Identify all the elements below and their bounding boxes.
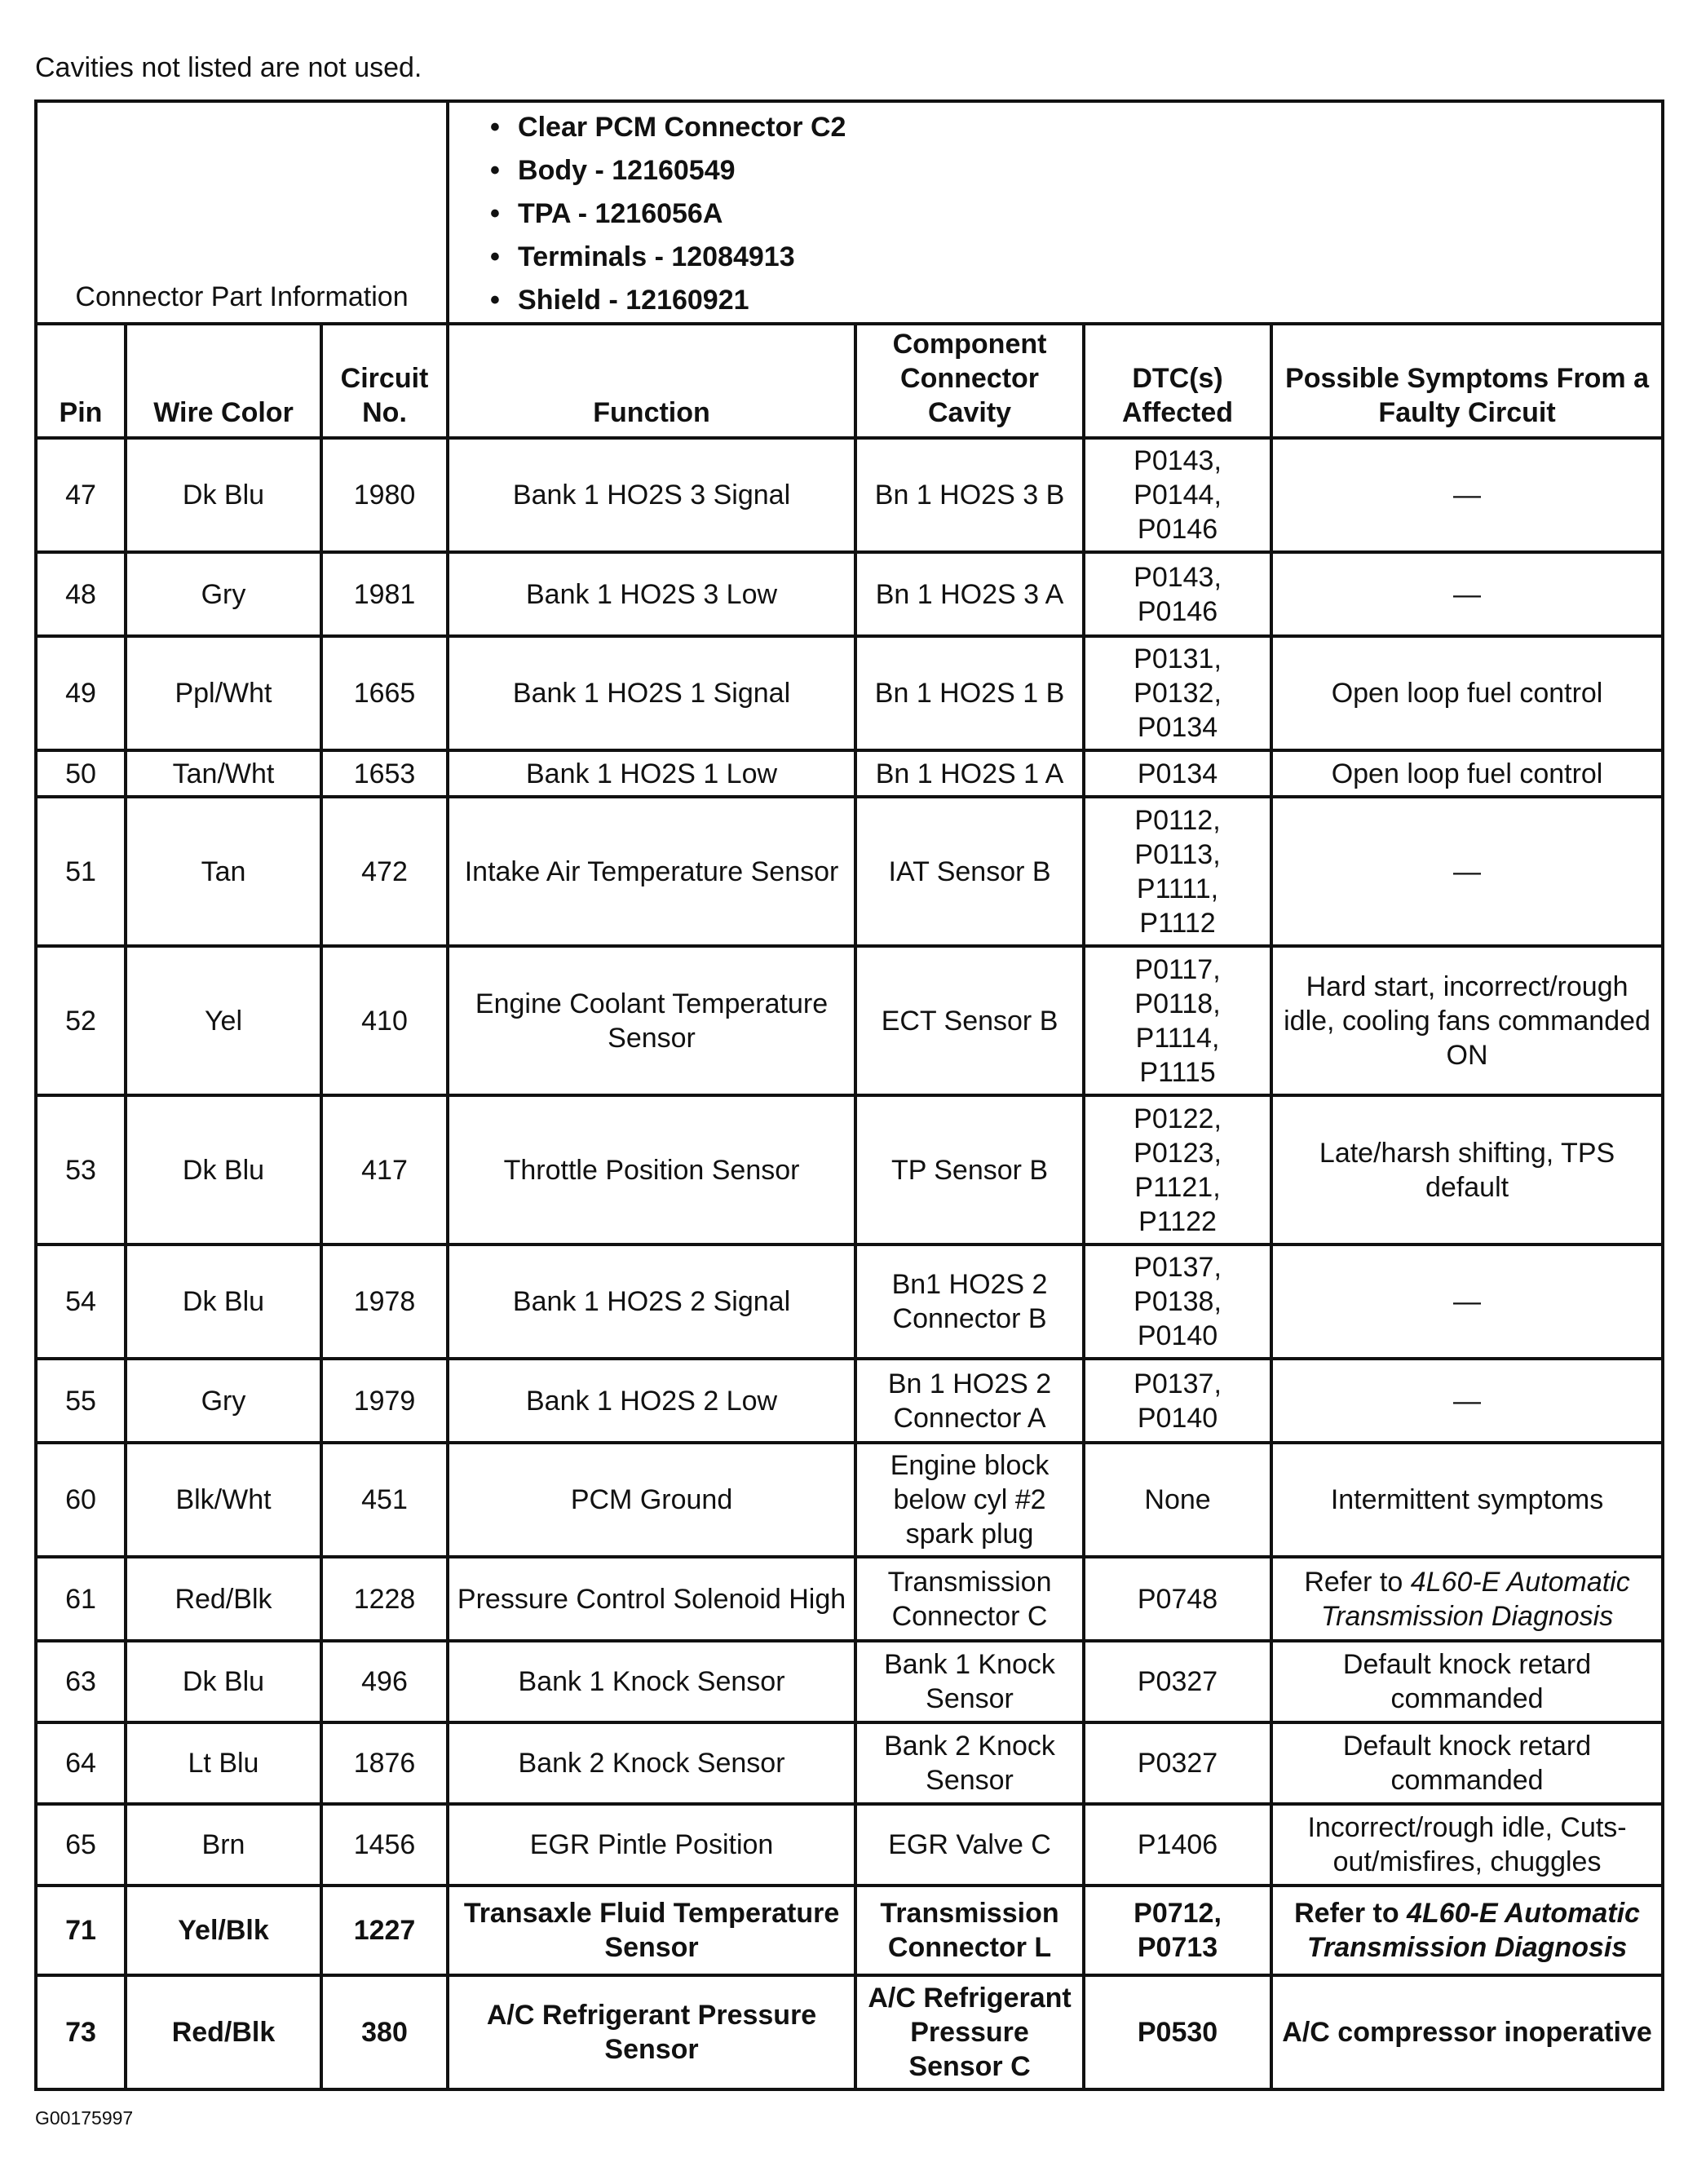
symptom-text: Default knock retard commanded	[1342, 1731, 1592, 1796]
function-cell: Bank 1 HO2S 1 Signal	[448, 636, 855, 750]
table-row	[36, 1095, 1663, 1245]
cavity-cell: Bn 1 HO2S 3 A	[855, 552, 1084, 636]
symptom-text: Refer to	[1294, 1898, 1408, 1929]
symptom-text: —	[1453, 1385, 1482, 1417]
cavity-cell: Bn 1 HO2S 1 B	[855, 636, 1084, 750]
symptom-cell	[1271, 750, 1663, 797]
cavity-cell: IAT Sensor B	[855, 797, 1084, 946]
symptom-cell	[1271, 1804, 1663, 1886]
connector-info-list	[448, 101, 1663, 324]
pin-cell: 55	[36, 1359, 126, 1443]
table-row	[36, 1245, 1663, 1359]
dtc-cell: P0327	[1084, 1641, 1271, 1722]
symptom-cell	[1271, 438, 1663, 552]
wire-color-cell: Gry	[126, 1359, 321, 1443]
pin-cell: 61	[36, 1557, 126, 1641]
circuit-cell: 410	[321, 946, 448, 1095]
table-row	[36, 1975, 1663, 2089]
pin-cell: 73	[36, 1975, 126, 2089]
connector-item: • Clear PCM Connector C2	[490, 106, 1661, 149]
pin-cell: 48	[36, 552, 126, 636]
dtc-cell: P1406	[1084, 1804, 1271, 1886]
symptom-reference: 4L60-E Automatic Transmission Diagnosis	[1320, 1566, 1630, 1632]
function-cell: Throttle Position Sensor	[448, 1095, 855, 1245]
symptom-text: —	[1453, 1286, 1482, 1317]
cavity-cell: EGR Valve C	[855, 1804, 1084, 1886]
dtc-cell: P0712, P0713	[1084, 1886, 1271, 1975]
wire-color-cell: Brn	[126, 1804, 321, 1886]
cavity-cell: Bn 1 HO2S 1 A	[855, 750, 1084, 797]
symptom-cell	[1271, 1095, 1663, 1245]
circuit-cell: 1980	[321, 438, 448, 552]
circuit-cell: 1876	[321, 1722, 448, 1804]
figure-id: G00175997	[35, 2107, 134, 2129]
dtc-cell: P0137, P0140	[1084, 1359, 1271, 1443]
pin-cell: 54	[36, 1245, 126, 1359]
symptom-cell	[1271, 1641, 1663, 1722]
table-row	[36, 552, 1663, 636]
circuit-cell: 1653	[321, 750, 448, 797]
function-cell: Engine Coolant Temperature Sensor	[448, 946, 855, 1095]
header-dtc: DTC(s) Affected	[1084, 324, 1271, 438]
circuit-cell: 1227	[321, 1886, 448, 1975]
symptom-cell	[1271, 1886, 1663, 1975]
pin-cell: 65	[36, 1804, 126, 1886]
table-row	[36, 1443, 1663, 1557]
function-cell: Transaxle Fluid Temperature Sensor	[448, 1886, 855, 1975]
header-symptoms: Possible Symptoms From a Faulty Circuit	[1271, 324, 1663, 438]
table-row	[36, 1886, 1663, 1975]
circuit-cell: 1228	[321, 1557, 448, 1641]
cavity-cell: Engine block below cyl #2 spark plug	[855, 1443, 1084, 1557]
pin-cell: 64	[36, 1722, 126, 1804]
cavity-cell: Bank 1 Knock Sensor	[855, 1641, 1084, 1722]
table-row	[36, 438, 1663, 552]
function-cell: Bank 1 Knock Sensor	[448, 1641, 855, 1722]
pinout-table	[34, 99, 1664, 2091]
function-cell: Bank 2 Knock Sensor	[448, 1722, 855, 1804]
cavity-cell: Bn1 HO2S 2 Connector B	[855, 1245, 1084, 1359]
circuit-cell: 1978	[321, 1245, 448, 1359]
header-circuit: Circuit No.	[321, 324, 448, 438]
connector-info-label: Connector Part Information	[36, 101, 448, 324]
table-row	[36, 1359, 1663, 1443]
symptom-text: —	[1453, 480, 1482, 511]
bullet-icon: •	[490, 241, 500, 272]
circuit-cell: 451	[321, 1443, 448, 1557]
table-row	[36, 946, 1663, 1095]
cavity-cell: Bank 2 Knock Sensor	[855, 1722, 1084, 1804]
circuit-cell: 1979	[321, 1359, 448, 1443]
cavity-cell: Transmission Connector L	[855, 1886, 1084, 1975]
pin-cell: 51	[36, 797, 126, 946]
dtc-cell: P0327	[1084, 1722, 1271, 1804]
table-row	[36, 750, 1663, 797]
symptom-cell	[1271, 797, 1663, 946]
symptom-text: Late/harsh shifting, TPS default	[1319, 1137, 1615, 1203]
circuit-cell: 417	[321, 1095, 448, 1245]
wire-color-cell: Yel	[126, 946, 321, 1095]
wire-color-cell: Ppl/Wht	[126, 636, 321, 750]
symptom-text: Incorrect/rough idle, Cuts-out/misfires, chuggles	[1307, 1812, 1627, 1877]
wire-color-cell: Lt Blu	[126, 1722, 321, 1804]
function-cell: Pressure Control Solenoid High	[448, 1557, 855, 1641]
dtc-cell: P0143, P0146	[1084, 552, 1271, 636]
header-function: Function	[448, 324, 855, 438]
function-cell: Bank 1 HO2S 3 Signal	[448, 438, 855, 552]
wire-color-cell: Gry	[126, 552, 321, 636]
cavity-cell: ECT Sensor B	[855, 946, 1084, 1095]
function-cell: Bank 1 HO2S 2 Signal	[448, 1245, 855, 1359]
bullet-icon: •	[490, 112, 500, 143]
dtc-cell: P0112, P0113, P1111, P1112	[1084, 797, 1271, 946]
wire-color-cell: Tan	[126, 797, 321, 946]
table-row	[36, 1804, 1663, 1886]
circuit-cell: 1981	[321, 552, 448, 636]
symptom-text: —	[1453, 578, 1482, 610]
pin-cell: 52	[36, 946, 126, 1095]
function-cell: PCM Ground	[448, 1443, 855, 1557]
symptom-text: Open loop fuel control	[1331, 678, 1603, 709]
circuit-cell: 380	[321, 1975, 448, 2089]
wire-color-cell: Dk Blu	[126, 1641, 321, 1722]
symptom-cell	[1271, 946, 1663, 1095]
circuit-cell: 496	[321, 1641, 448, 1722]
wire-color-cell: Yel/Blk	[126, 1886, 321, 1975]
circuit-cell: 1665	[321, 636, 448, 750]
dtc-cell: None	[1084, 1443, 1271, 1557]
function-cell: Intake Air Temperature Sensor	[448, 797, 855, 946]
bullet-icon: •	[490, 198, 500, 229]
table-row	[36, 797, 1663, 946]
dtc-cell: P0137, P0138, P0140	[1084, 1245, 1271, 1359]
symptom-text: Intermittent symptoms	[1330, 1484, 1604, 1515]
wire-color-cell: Red/Blk	[126, 1975, 321, 2089]
function-cell: Bank 1 HO2S 3 Low	[448, 552, 855, 636]
connector-item: • Terminals - 12084913	[490, 236, 1661, 279]
symptom-cell	[1271, 1975, 1663, 2089]
pin-cell: 63	[36, 1641, 126, 1722]
table-row	[36, 1722, 1663, 1804]
cavity-cell: Bn 1 HO2S 2 Connector A	[855, 1359, 1084, 1443]
table-row	[36, 1641, 1663, 1722]
dtc-cell: P0530	[1084, 1975, 1271, 2089]
symptom-text: Open loop fuel control	[1331, 758, 1603, 789]
bullet-icon: •	[490, 155, 500, 186]
dtc-cell: P0134	[1084, 750, 1271, 797]
function-cell: EGR Pintle Position	[448, 1804, 855, 1886]
header-row	[36, 324, 1663, 438]
symptom-text: A/C compressor inoperative	[1282, 2017, 1652, 2048]
cavity-cell: A/C Refrigerant Pressure Sensor C	[855, 1975, 1084, 2089]
header-cavity: Component Connector Cavity	[855, 324, 1084, 438]
wire-color-cell: Dk Blu	[126, 1095, 321, 1245]
pin-cell: 60	[36, 1443, 126, 1557]
table-row	[36, 1557, 1663, 1641]
symptom-cell	[1271, 552, 1663, 636]
connector-info-row	[36, 101, 1663, 324]
symptom-cell	[1271, 1359, 1663, 1443]
symptom-reference: 4L60-E Automatic Transmission Diagnosis	[1306, 1898, 1640, 1963]
dtc-cell: P0131, P0132, P0134	[1084, 636, 1271, 750]
symptom-text: Default knock retard commanded	[1342, 1649, 1592, 1714]
wire-color-cell: Dk Blu	[126, 1245, 321, 1359]
function-cell: Bank 1 HO2S 1 Low	[448, 750, 855, 797]
pin-cell: 47	[36, 438, 126, 552]
table-note: Cavities not listed are not used.	[35, 52, 422, 83]
cavity-cell: TP Sensor B	[855, 1095, 1084, 1245]
header-wire-color: Wire Color	[126, 324, 321, 438]
wire-color-cell: Dk Blu	[126, 438, 321, 552]
connector-item: • TPA - 1216056A	[490, 192, 1661, 236]
table-row	[36, 636, 1663, 750]
symptom-text: Refer to	[1304, 1566, 1411, 1598]
circuit-cell: 472	[321, 797, 448, 946]
wire-color-cell: Blk/Wht	[126, 1443, 321, 1557]
pin-cell: 50	[36, 750, 126, 797]
bullet-icon: •	[490, 285, 500, 316]
function-cell: A/C Refrigerant Pressure Sensor	[448, 1975, 855, 2089]
symptom-cell	[1271, 1722, 1663, 1804]
header-pin: Pin	[36, 324, 126, 438]
function-cell: Bank 1 HO2S 2 Low	[448, 1359, 855, 1443]
symptom-text: —	[1453, 855, 1482, 887]
symptom-cell	[1271, 1245, 1663, 1359]
dtc-cell: P0143, P0144, P0146	[1084, 438, 1271, 552]
connector-item: • Body - 12160549	[490, 149, 1661, 192]
pin-cell: 71	[36, 1886, 126, 1975]
connector-item: • Shield - 12160921	[490, 279, 1661, 322]
wire-color-cell: Tan/Wht	[126, 750, 321, 797]
symptom-cell	[1271, 1557, 1663, 1641]
symptom-cell	[1271, 636, 1663, 750]
symptom-cell	[1271, 1443, 1663, 1557]
pin-cell: 53	[36, 1095, 126, 1245]
wire-color-cell: Red/Blk	[126, 1557, 321, 1641]
symptom-text: Hard start, incorrect/rough idle, cooling fans commanded ON	[1284, 970, 1651, 1071]
dtc-cell: P0117, P0118, P1114, P1115	[1084, 946, 1271, 1095]
cavity-cell: Transmission Connector C	[855, 1557, 1084, 1641]
dtc-cell: P0748	[1084, 1557, 1271, 1641]
pin-cell: 49	[36, 636, 126, 750]
circuit-cell: 1456	[321, 1804, 448, 1886]
dtc-cell: P0122, P0123, P1121, P1122	[1084, 1095, 1271, 1245]
cavity-cell: Bn 1 HO2S 3 B	[855, 438, 1084, 552]
